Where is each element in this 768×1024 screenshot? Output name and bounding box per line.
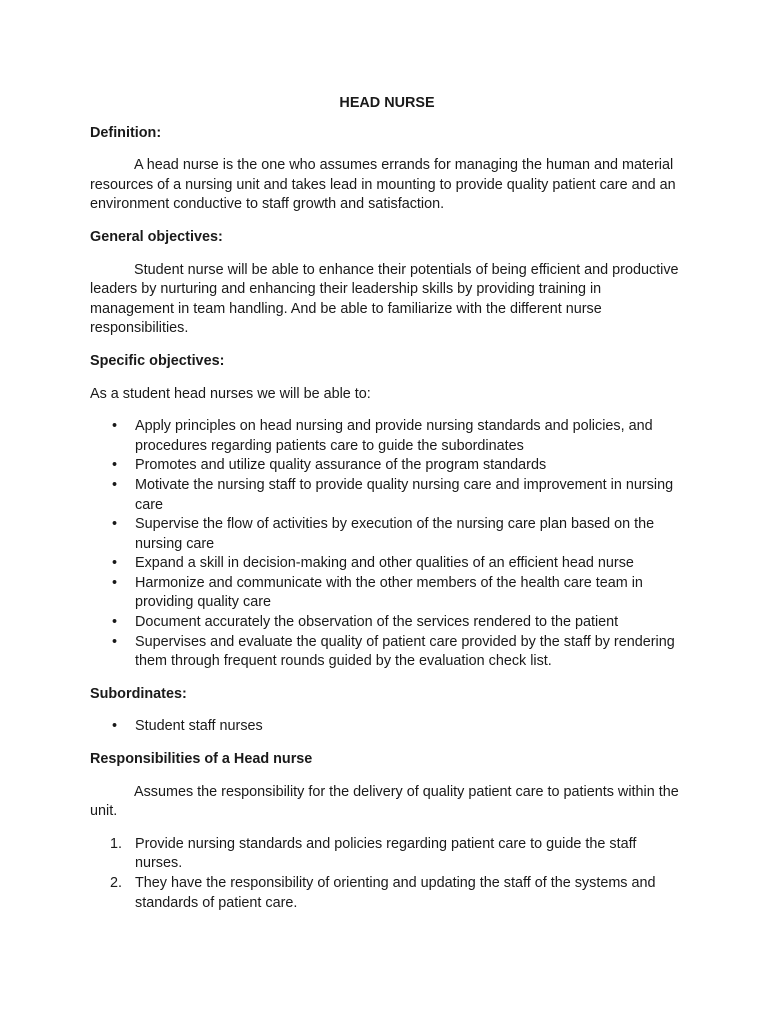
list-item-text: Apply principles on head nursing and provide nursing standards and policies, and procedures regarding patients care to guide the subordinates xyxy=(135,418,653,454)
specific-objectives-heading: Specific objectives: xyxy=(90,352,225,369)
list-item-text: Harmonize and communicate with the other members of the health care team in providing quality care xyxy=(135,574,643,611)
list-item-text: They have the responsibility of orienting and updating the staff of the systems and standards of patient care. xyxy=(135,875,656,911)
bullet-icon: • xyxy=(112,516,118,533)
list-item xyxy=(90,515,684,554)
list-item xyxy=(90,554,684,574)
list-item-text: Document accurately the observation of the services rendered to the patient xyxy=(135,614,619,631)
definition-heading: Definition: xyxy=(90,124,162,141)
specific-objectives-intro: As a student head nurses we will be able to: xyxy=(90,385,371,402)
definition-text: A head nurse is the one who assumes errands for managing the human and material resources of a nursing unit and takes lead in mounting to provide quality patient care and an environment conductive to staff growth and satisfaction. xyxy=(90,157,676,213)
document-title: HEAD NURSE xyxy=(339,95,435,111)
general-objectives-heading: General objectives: xyxy=(90,228,223,245)
list-number: 1. xyxy=(110,835,123,852)
list-item-text: Expand a skill in decision-making and other qualities of an efficient head nurse xyxy=(135,555,634,572)
responsibilities-heading: Responsibilities of a Head nurse xyxy=(90,751,313,768)
list-item xyxy=(90,417,684,456)
responsibilities-list xyxy=(90,835,684,913)
specific-objectives-list xyxy=(90,417,684,672)
list-item xyxy=(90,633,684,672)
bullet-icon: • xyxy=(112,555,118,572)
bullet-icon: • xyxy=(112,574,118,591)
bullet-icon: • xyxy=(112,633,118,650)
bullet-icon: • xyxy=(112,476,118,493)
list-item xyxy=(90,613,684,633)
list-item-text: Promotes and utilize quality assurance of the program standards xyxy=(135,457,547,474)
bullet-icon: • xyxy=(112,457,118,474)
bullet-icon: • xyxy=(112,418,118,435)
list-item-text: Supervises and evaluate the quality of patient care provided by the staff by rendering them through frequent rounds guided by the evaluation check list. xyxy=(135,633,675,670)
bullet-icon: • xyxy=(112,718,118,735)
bullet-icon: • xyxy=(112,614,118,631)
list-item-text: Student staff nurses xyxy=(135,718,263,735)
list-number: 2. xyxy=(110,875,123,891)
list-item xyxy=(90,476,684,515)
subordinates-list xyxy=(90,717,684,737)
list-item xyxy=(90,717,684,737)
list-item-text: Motivate the nursing staff to provide quality nursing care and improvement in nursing care xyxy=(135,476,674,513)
list-item-text: Provide nursing standards and policies regarding patient care to guide the staff nurses. xyxy=(135,835,637,872)
list-item xyxy=(90,835,684,874)
subordinates-heading: Subordinates: xyxy=(90,685,187,702)
document-page xyxy=(90,94,684,913)
list-item xyxy=(90,874,684,913)
general-objectives-text: Student nurse will be able to enhance their potentials of being efficient and productive leaders by nurturing and enhancing their leadership skills by providing training in management in team handling. And be able to familiarize with the different nurse responsibilities. xyxy=(90,261,679,337)
list-item xyxy=(90,456,684,476)
list-item-text: Supervise the flow of activities by execution of the nursing care plan based on the nursing care xyxy=(135,516,655,552)
responsibilities-intro: Assumes the responsibility for the delivery of quality patient care to patients within the unit. xyxy=(90,783,679,820)
list-item xyxy=(90,574,684,613)
